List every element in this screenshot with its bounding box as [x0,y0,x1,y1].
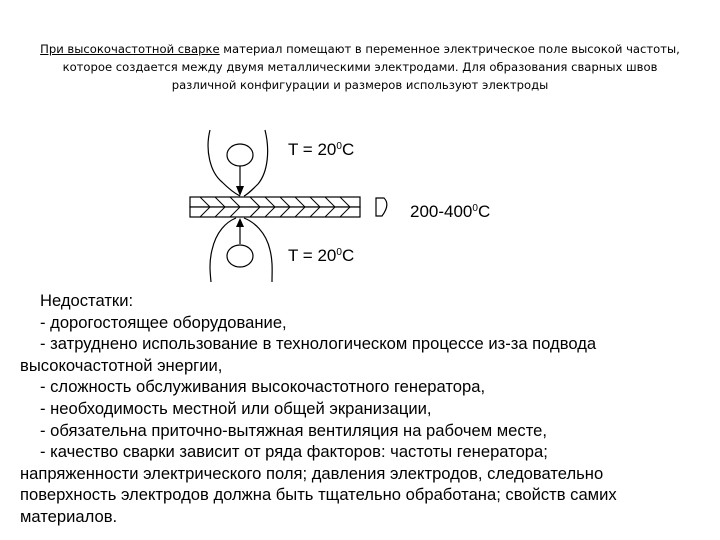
bottom-temp-degree: 0 [336,247,342,258]
header-lead: При высокочастотной сварке [40,42,220,56]
top-temp-degree: 0 [336,141,342,152]
workpiece-upper-plate [190,197,360,207]
disadvantage-item: - сложность обслуживания высокочастотного генератора, [40,377,486,397]
header-line-2: которое создается между двумя металлическими электродами. Для образования сварных швов [62,60,658,74]
bottom-temperature-label [288,246,354,266]
upper-electrode-ellipse [227,144,253,166]
disadvantage-item: - дорогостоящее оборудование, [40,312,287,332]
disadvantage-item-continuation: высокочастотной энергии, [20,355,223,375]
top-temperature-label [288,140,354,160]
disadvantage-item-continuation: материалов. [20,506,118,526]
weld-temperature-label [410,202,490,222]
header-line-1-rest: материал помещают в переменное электрическое поле высокой частоты, [219,42,680,56]
disadvantage-item: - необходимость местной или общей экранизации, [40,398,432,418]
disadvantage-item: - затруднено использование в технологическом процессе из-за подвода [40,334,597,354]
disadvantage-item: - обязательна приточно-вытяжная вентиляция на рабочем месте, [40,420,547,440]
disadvantage-item-continuation: поверхность электродов должна быть тщательно обработана; свойств самих [20,485,617,505]
disadvantage-item: - качество сварки зависит от ряда факторов: частоты генератора; [40,442,548,462]
weld-temp-degree: 0 [472,203,478,214]
lower-electrode-outline [210,218,272,282]
lower-electrode-ellipse [227,245,253,267]
top-temp-unit: C [341,140,355,159]
bottom-temp-prefix: T = 20 [288,246,337,265]
bottom-temp-unit: C [341,246,355,265]
weld-temp-unit: C [477,202,491,221]
header-line-3: различной конфигурации и размеров используют электроды [171,78,549,92]
disadvantages-section [20,290,700,528]
disadvantage-item-continuation: напряженности электрического поля; давления электродов, следовательно [20,463,604,483]
lower-arrow-head [236,218,244,227]
weld-zone-marker [376,198,387,216]
workpiece-lower-plate [190,207,360,217]
top-temp-prefix: T = 20 [288,140,337,159]
disadvantages-heading: Недостатки: [40,291,134,310]
weld-temp-prefix: 200-400 [410,202,473,221]
